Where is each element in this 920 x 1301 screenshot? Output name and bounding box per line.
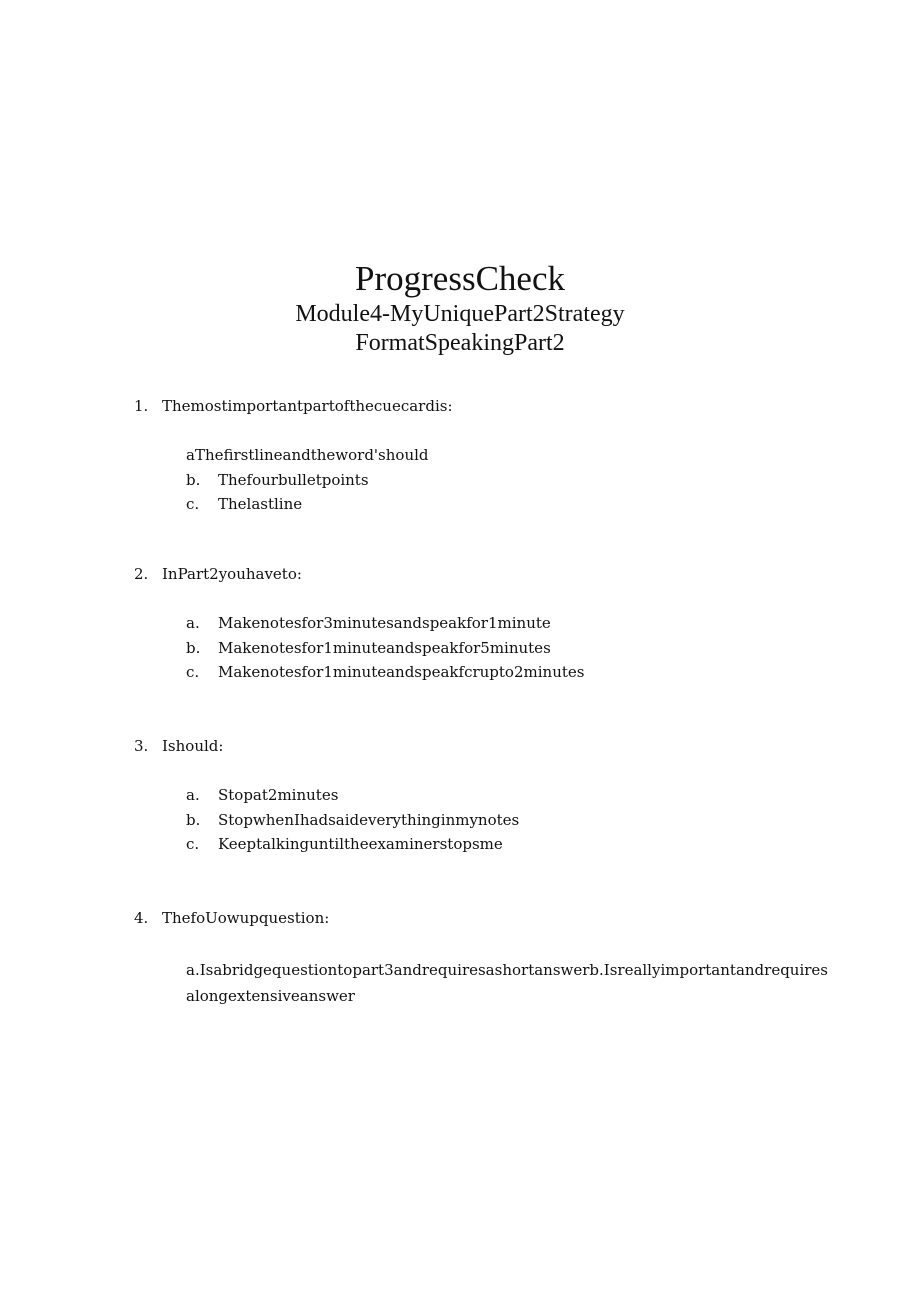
option-c [186, 662, 836, 687]
option-letter: b. [186, 470, 201, 489]
option-text: StopwhenIhadsaideverythinginmynotes [218, 810, 520, 829]
option-c [186, 494, 836, 519]
option-letter: b. [186, 810, 201, 829]
option-letter: c. [186, 835, 200, 853]
option-text: Keeptalkinguntiltheexaminerstopsme [218, 835, 503, 853]
option-c [186, 834, 836, 859]
option-text: Stopat2minutes [218, 786, 339, 804]
option-letter: c. [186, 495, 200, 513]
question-text: ThefoUowupquestion: [162, 909, 330, 927]
option-letter: b. [186, 638, 201, 657]
question-3-options [186, 785, 836, 859]
question-text: InPart2youhaveto: [162, 565, 302, 583]
module-subtitle: Module4-MyUniquePart2Strategy [295, 301, 625, 327]
option-a: aThefirstlineandtheword'should [186, 446, 429, 464]
question-text: Themostimportantpartofthecuecardis: [162, 397, 453, 415]
option-letter: c. [186, 663, 200, 681]
page-title: ProgressCheck [355, 259, 565, 298]
question-number: 2. [134, 565, 149, 583]
option-b [186, 470, 836, 495]
option-a [186, 613, 836, 638]
option-text: Thelastline [218, 495, 303, 513]
answer-text: a.Isabridgequestiontopart3andrequiresashortanswerb.Isreallyimportantandrequires alongextensiveanswer [186, 961, 828, 1005]
option-text: Makenotesfor1minuteandspeakfcrupto2minutes [218, 663, 585, 681]
question-number: 1. [134, 397, 149, 415]
option-b [186, 638, 836, 663]
option-b [186, 810, 836, 835]
option-a [186, 785, 836, 810]
option-text: Makenotesfor1minuteandspeakfor5minutes [218, 638, 551, 657]
option-letter: a. [186, 614, 200, 632]
question-1-options [186, 445, 836, 519]
question-text: Ishould: [162, 737, 224, 755]
option-text: Makenotesfor3minutesandspeakfor1minute [218, 614, 551, 632]
question-number: 4. [134, 909, 149, 927]
format-subtitle: FormatSpeakingPart2 [355, 330, 565, 356]
option-letter: a. [186, 786, 200, 804]
question-4-answer [186, 957, 836, 1009]
document-header [0, 258, 920, 358]
question-2-options [186, 613, 836, 687]
option-text: Thefourbulletpoints [218, 470, 369, 489]
question-number: 3. [134, 737, 149, 755]
